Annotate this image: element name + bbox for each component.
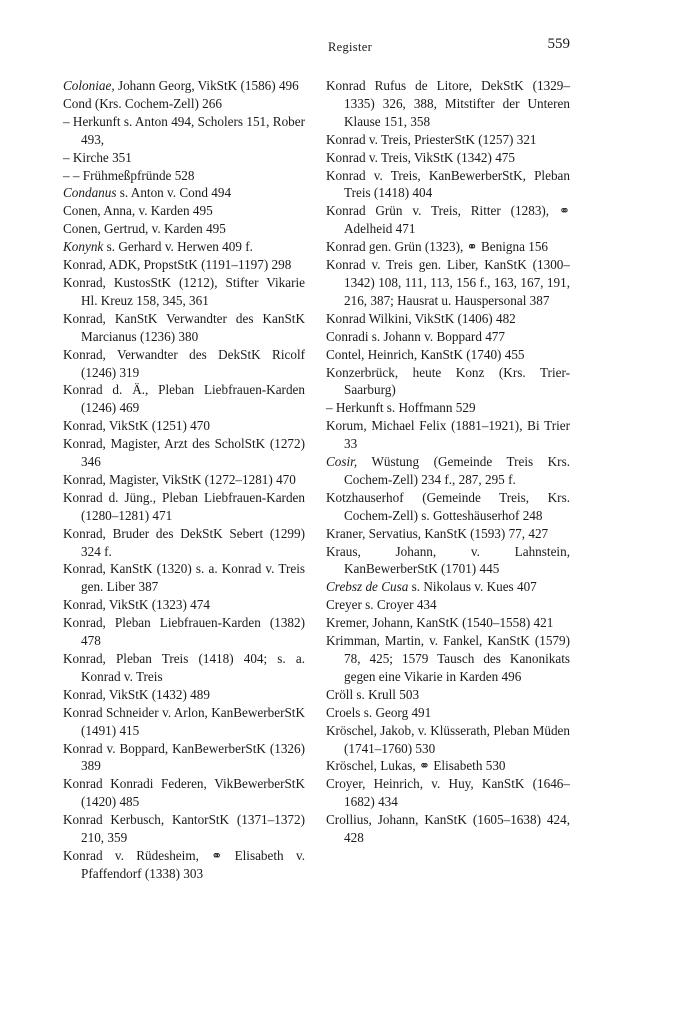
index-entry-text: Konrad, KanStK (1320) s. a. Konrad v. Treis gen. Liber 387: [63, 561, 305, 595]
index-entry: [326, 202, 570, 238]
running-head: [0, 36, 700, 56]
page-title: Register: [327, 40, 373, 54]
index-entry: [63, 775, 305, 811]
index-entry: [63, 184, 305, 202]
index-entry-text: Crollius, Johann, KanStK (1605–1638) 424, 428: [326, 812, 570, 846]
index-entry: [63, 256, 305, 274]
index-entry: [326, 399, 570, 417]
index-entry-text: Contel, Heinrich, KanStK (1740) 455: [326, 346, 525, 362]
index-entry-text: Konrad Rufus de Litore, DekStK (1329–1335) 326, 388, Mitstifter der Unteren Klause 151, 358: [326, 78, 570, 129]
index-entry-text: Konrad, Pleban Liebfrauen-Karden (1382) 478: [63, 615, 305, 649]
index-entry-text: Konrad Schneider v. Arlon, KanBewerberStK (1491) 415: [63, 704, 305, 738]
index-entry: [63, 417, 305, 435]
index-entry-text: – Herkunft s. Hoffmann 529: [326, 400, 476, 416]
index-entry: [326, 77, 570, 131]
index-entry-text: Kraus, Johann, v. Lahnstein, KanBewerberStK (1701) 445: [326, 543, 570, 577]
index-column-left: [63, 77, 305, 883]
index-entry-text: Krimman, Martin, v. Fankel, KanStK (1579) 78, 425; 1579 Tausch des Kanonikats gegen eine Vikarie in Karden 496: [326, 633, 570, 684]
index-entry-text: Konrad, VikStK (1432) 489: [63, 686, 210, 702]
index-entry-text: Konrad v. Rüdesheim, ⚭ Elisabeth v. Pfaffendorf (1338) 303: [63, 847, 305, 881]
index-entry-text: Konrad, VikStK (1323) 474: [63, 597, 210, 613]
index-entry: [326, 453, 570, 489]
index-entry: [326, 417, 570, 453]
index-entry: [326, 328, 570, 346]
index-entry-head: Coloniae,: [63, 78, 115, 93]
index-entry: [63, 238, 305, 256]
index-entry: [63, 686, 305, 704]
index-entry-text: Kraner, Servatius, KanStK (1593) 77, 427: [326, 525, 549, 541]
index-entry: [63, 811, 305, 847]
index-entry-text: Conen, Gertrud, v. Karden 495: [63, 221, 226, 237]
index-entry: [63, 471, 305, 489]
index-entry-text: Wüstung (Gemeinde Treis Krs. Cochem-Zell) 234 f., 287, 295 f.: [344, 454, 570, 487]
index-entry: [326, 757, 570, 775]
index-entry: [326, 149, 570, 167]
index-entry: [326, 543, 570, 579]
index-entry-text: Konrad gen. Grün (1323), ⚭ Benigna 156: [326, 239, 549, 255]
index-entry-text: Cröll s. Krull 503: [326, 686, 420, 702]
index-entry-text: Konrad d. Jüng., Pleban Liebfrauen-Karden (1280–1281) 471: [63, 489, 305, 523]
index-entry: [63, 149, 305, 167]
index-entry: [63, 310, 305, 346]
index-entry: [63, 346, 305, 382]
index-entry-text: Konrad, KanStK Verwandter des KanStK Marcianus (1236) 380: [63, 310, 305, 344]
index-entry: [63, 560, 305, 596]
index-entry-text: Kremer, Johann, KanStK (1540–1558) 421: [326, 615, 554, 631]
index-entry: [326, 525, 570, 543]
index-entry: [326, 346, 570, 364]
index-entry-text: Konrad v. Treis, KanBewerberStK, Pleban Treis (1418) 404: [326, 167, 570, 201]
index-entry-text: Cond (Krs. Cochem-Zell) 266: [63, 95, 222, 111]
index-entry-text: Konrad d. Ä., Pleban Liebfrauen-Karden (1246) 469: [63, 382, 305, 416]
index-entry-text: Conen, Anna, v. Karden 495: [63, 203, 213, 219]
index-entry-text: Konrad v. Treis, PriesterStK (1257) 321: [326, 131, 537, 147]
index-entry-text: Konzerbrück, heute Konz (Krs. Trier-Saarburg): [326, 364, 570, 398]
index-entry: [326, 310, 570, 328]
index-entry-text: Konrad, Magister, VikStK (1272–1281) 470: [63, 471, 296, 487]
index-entry-text: Konrad, VikStK (1251) 470: [63, 418, 210, 434]
index-entry-text: Konrad v. Treis gen. Liber, KanStK (1300–1342) 108, 111, 113, 156 f., 163, 167, 191, 216, 387; Hausrat u. Hauspersonal 387: [326, 257, 570, 308]
index-entry: [63, 596, 305, 614]
index-entry-text: Konrad Grün v. Treis, Ritter (1283), ⚭ Adelheid 471: [326, 203, 570, 237]
index-entry-text: Konrad v. Treis, VikStK (1342) 475: [326, 149, 515, 165]
index-entry: [326, 722, 570, 758]
index-entry: [63, 704, 305, 740]
index-entry: [326, 614, 570, 632]
index-entry-text: Johann Georg, VikStK (1586) 496: [114, 78, 299, 93]
index-entry-text: s. Gerhard v. Herwen 409 f.: [103, 239, 253, 255]
index-entry: [326, 364, 570, 400]
index-entry: [326, 131, 570, 149]
index-entry: [326, 256, 570, 310]
index-entry: [63, 650, 305, 686]
index-entry-text: Korum, Michael Felix (1881–1921), Bi Trier 33: [326, 418, 570, 452]
index-entry: [63, 95, 305, 113]
index-entry: [63, 381, 305, 417]
index-entry: [63, 740, 305, 776]
index-entry: [63, 113, 305, 149]
index-entry: [326, 578, 570, 596]
index-entry: [326, 632, 570, 686]
index-entry-text: Conradi s. Johann v. Boppard 477: [326, 328, 505, 344]
index-entry: [63, 77, 305, 95]
index-entry: [63, 847, 305, 883]
index-entry-text: Konrad, Verwandter des DekStK Ricolf (1246) 319: [63, 346, 305, 380]
index-entry: [63, 274, 305, 310]
index-entry-text: Creyer s. Croyer 434: [326, 597, 437, 613]
index-entry-text: – Herkunft s. Anton 494, Scholers 151, Rober 493,: [63, 113, 305, 147]
index-entry: [63, 489, 305, 525]
index-entry-text: Konrad, ADK, PropstStK (1191–1197) 298: [63, 257, 292, 273]
index-entry: [63, 614, 305, 650]
index-entry: [326, 811, 570, 847]
index-entry: [326, 596, 570, 614]
index-entry-text: s. Nikolaus v. Kues 407: [408, 579, 537, 595]
page-number: 559: [547, 36, 570, 52]
index-entry: [63, 202, 305, 220]
index-entry-text: Kotzhauserhof (Gemeinde Treis, Krs. Cochem-Zell) s. Gotteshäuserhof 248: [326, 489, 570, 523]
index-entry-text: s. Anton v. Cond 494: [116, 185, 232, 201]
index-entry-text: Konrad, Bruder des DekStK Sebert (1299) 324 f.: [63, 525, 305, 559]
index-entry: [326, 489, 570, 525]
index-column-right: [326, 77, 570, 847]
index-entry: [326, 704, 570, 722]
index-entry: [326, 775, 570, 811]
index-entry-text: Croels s. Georg 491: [326, 704, 432, 720]
index-entry: [63, 525, 305, 561]
index-entry-text: Kröschel, Lukas, ⚭ Elisabeth 530: [326, 758, 506, 774]
index-entry: [326, 167, 570, 203]
index-entry: [326, 686, 570, 704]
index-entry: [326, 238, 570, 256]
index-entry-text: – Kirche 351: [63, 149, 132, 165]
index-entry-head: Cosir,: [326, 454, 358, 470]
index-entry-text: Konrad, KustosStK (1212), Stifter Vikarie Hl. Kreuz 158, 345, 361: [63, 274, 305, 308]
index-entry-head: Konynk: [63, 239, 104, 255]
index-entry-text: Kröschel, Jakob, v. Klüsserath, Pleban Müden (1741–1760) 530: [326, 722, 570, 756]
index-entry-text: Konrad, Magister, Arzt des ScholStK (1272) 346: [63, 436, 305, 470]
index-entry: [63, 220, 305, 238]
index-entry-head: Crebsz de Cusa: [326, 579, 409, 595]
index-entry-text: Konrad v. Boppard, KanBewerberStK (1326) 389: [63, 740, 305, 774]
index-entry: [63, 435, 305, 471]
index-entry-text: Konrad, Pleban Treis (1418) 404; s. a. Konrad v. Treis: [63, 651, 305, 684]
index-entry-text: Konrad Kerbusch, KantorStK (1371–1372) 210, 359: [63, 812, 305, 846]
index-entry-text: Konrad Konradi Federen, VikBewerberStK (1420) 485: [63, 776, 305, 810]
index-entry-text: – – Frühmeßpfründe 528: [63, 167, 195, 183]
index-entry: [63, 167, 305, 185]
index-entry-text: Konrad Wilkini, VikStK (1406) 482: [326, 310, 516, 326]
index-entry-head: Condanus: [63, 185, 117, 201]
index-entry-text: Croyer, Heinrich, v. Huy, KanStK (1646–1682) 434: [326, 776, 570, 810]
